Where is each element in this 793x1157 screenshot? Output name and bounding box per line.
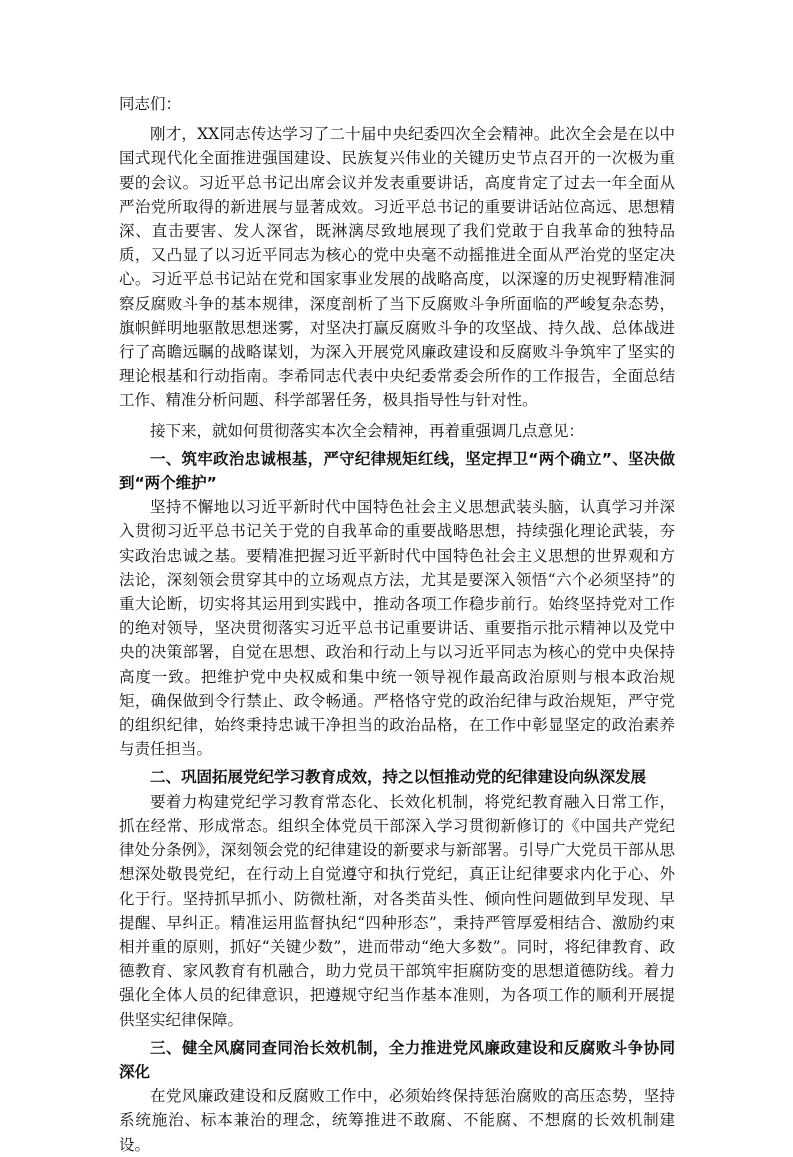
salutation: 同志们： [119,95,182,113]
section-heading-1: 一、筑牢政治忠诚根基，严守纪律规矩红线，坚定捍卫“两个确立”、坚决做到“两个维护” [119,449,675,493]
section-heading-2: 二、巩固拓展党纪学习教育成效，持之以恒推动党的纪律建设向纵深发展 [150,768,647,787]
section-body-3: 在党风廉政建设和反腐败工作中，必须始终保持惩治腐败的高压态势，坚持系统施治、标本兼治的理念，统筹推进不敢腐、不能腐、不想腐的长效机制建设。 [119,1087,675,1154]
section-heading-3: 三、健全风腐同查同治长效机制，全力推进党风廉政建设和反腐败斗争协同深化 [119,1038,675,1081]
document-page [119,92,675,1157]
transition-paragraph: 接下来，就如何贯彻落实本次全会精神，再着重强调几点意见： [150,421,585,440]
section-body-2: 要着力构建党纪学习教育常态化、长效化机制，将党纪教育融入日常工作，抓在经常、形成常态。组织全体党员干部深入学习贯彻新修订的《中国共产党纪律处分条例》，深刻领会党的纪律建设的新要求与新部署。引导广大党员干部从思想深处敬畏党纪，在行动上自觉遵守和执行党纪，真正让纪律要求内化于心、外化于行。坚持抓早抓小、防微杜渐，对各类苗头性、倾向性问题做到早发现、早提醒、早纠正。精准运用监督执纪“四种形态”，秉持严管厚爱相结合、激励约束相并重的原则，抓好“关键少数”，进而带动“绝大多数”。同时，将纪律教育、政德教育、家风教育有机融合，助力党员干部筑牢拒腐防变的思想道德防线。着力强化全体人员的纪律意识，把遵规守纪当作基本准则，为各项工作的顺利开展提供坚实纪律保障。 [119,792,675,1029]
intro-paragraph: 刚才，XX同志传达学习了二十届中央纪委四次全会精神。此次全会是在以中国式现代化全面推进强国建设、民族复兴伟业的关键历史节点召开的一次极为重要的会议。习近平总书记出席会议并发表重要讲话，高度肯定了过去一年全面从严治党所取得的新进展与显著成效。习近平总书记的重要讲话站位高远、思想精深、直击要害、发人深省，既淋漓尽致地展现了我们党敢于自我革命的独特品质，又凸显了以习近平同志为核心的党中央毫不动摇推进全面从严治党的坚定决心。习近平总书记站在党和国家事业发展的战略高度，以深邃的历史视野精准洞察反腐败斗争的基本规律，深度剖析了当下反腐败斗争所面临的严峻复杂态势，旗帜鲜明地驱散思想迷雾，对坚决打赢反腐败斗争的攻坚战、持久战、总体战进行了高瞻远瞩的战略谋划，为深入开展党风廉政建设和反腐败斗争筑牢了坚实的理论根基和行动指南。李希同志代表中央纪委常委会所作的工作报告，全面总结工作、精准分析问题、科学部署任务，极具指导性与针对性。 [119,125,675,410]
section-body-1: 坚持不懈地以习近平新时代中国特色社会主义思想武装头脑，认真学习并深入贯彻习近平总书记关于党的自我革命的重要战略思想，持续强化理论武装，夯实政治忠诚之基。要精准把握习近平新时代中国特色社会主义思想的世界观和方法论，深刻领会贯穿其中的立场观点方法，尤其是要深入领悟“六个必须坚持”的重大论断，切实将其运用到实践中，推动各项工作稳步前行。始终坚持党对工作的绝对领导，坚决贯彻落实习近平总书记重要讲话、重要指示批示精神以及党中央的决策部署，自觉在思想、政治和行动上与以习近平同志为核心的党中央保持高度一致。把维护党中央权威和集中统一领导视作最高政治原则与根本政治规矩，确保做到令行禁止、政令畅通。严格恪守党的政治纪律与政治规矩，严守党的组织纪律，始终秉持忠诚干净担当的政治品格，在工作中彰显坚定的政治素养与责任担当。 [119,498,675,759]
